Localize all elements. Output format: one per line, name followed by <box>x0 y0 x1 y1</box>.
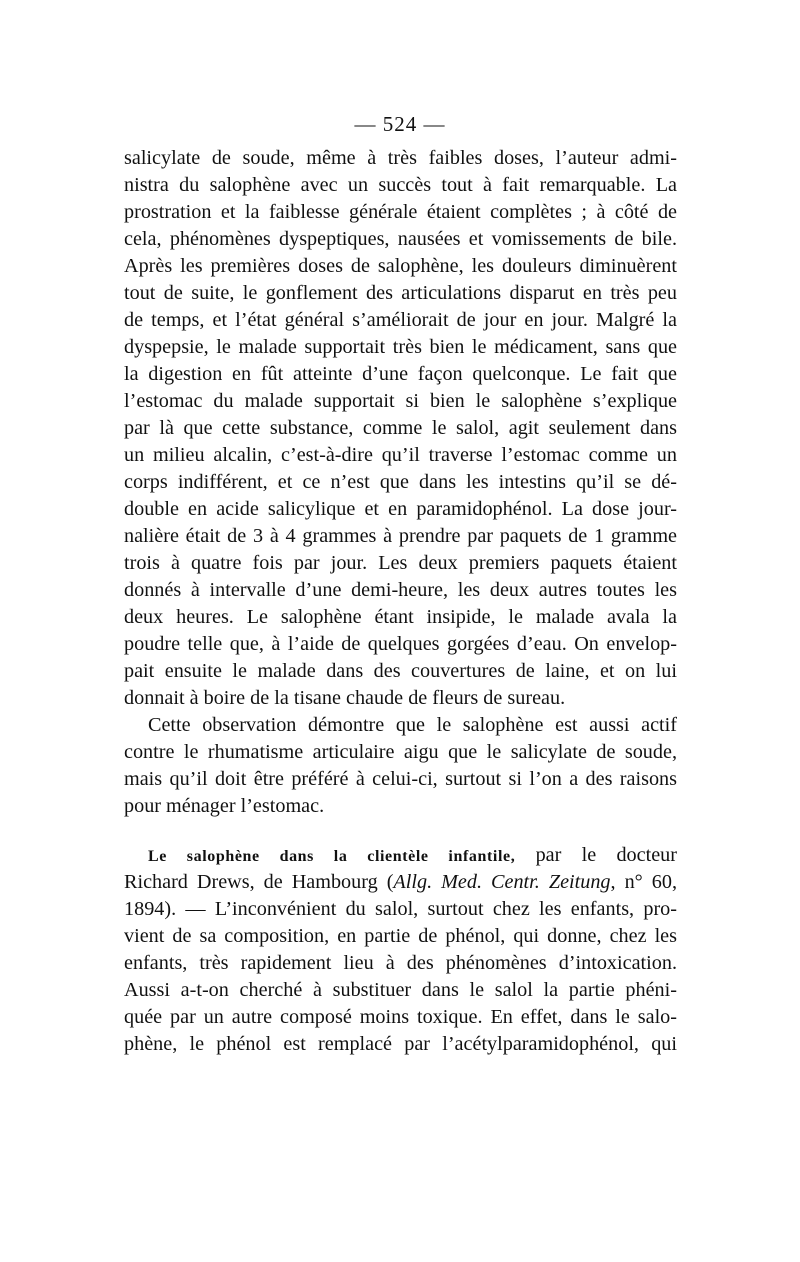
text-line: Cette observation démontre que le salophène est aussi actif <box>148 714 677 736</box>
text-line: enfants, très rapidement lieu à des phénomènes d’intoxication. <box>124 952 677 974</box>
journal-title: Allg. Med. Centr. Zeitung <box>393 871 611 893</box>
text-line: mais qu’il doit être préféré à celui-ci, surtout si l’on a des raisons <box>124 768 677 790</box>
text-line: tout de suite, le gonflement des articulations disparut en très peu <box>124 282 677 304</box>
text-line: double en acide salicylique et en paramidophénol. La dose jour- <box>124 498 677 520</box>
text-line: l’estomac du malade supportait si bien le salophène s’explique <box>124 390 677 412</box>
page-number: — 524 — <box>354 112 446 136</box>
text-line: par là que cette substance, comme le salol, agit seulement dans <box>124 417 677 439</box>
text-line: quée par un autre composé moins toxique. En effet, dans le salo- <box>124 1006 677 1028</box>
text-line: Après les premières doses de salophène, les douleurs diminuèrent <box>124 255 677 277</box>
text-line: un milieu alcalin, c’est-à-dire qu’il traverse l’estomac comme un <box>124 444 677 466</box>
section-heading: Le salophène dans la clientèle infantile, <box>148 848 516 865</box>
text-line: Aussi a-t-on cherché à substituer dans le salol la partie phéni- <box>124 979 677 1001</box>
text-line: nalière était de 3 à 4 grammes à prendre par paquets de 1 gramme <box>124 525 677 547</box>
text-line: 1894). — L’inconvénient du salol, surtout chez les enfants, pro- <box>124 898 677 920</box>
section-heading-line <box>148 840 677 870</box>
text-line: trois à quatre fois par jour. Les deux premiers paquets étaient <box>124 552 677 574</box>
text-line: nistra du salophène avec un succès tout à fait remarquable. La <box>124 174 677 196</box>
text-line: de temps, et l’état général s’améliorait de jour en jour. Malgré la <box>124 309 677 331</box>
text-line: phène, le phénol est remplacé par l’acétylparamidophénol, qui <box>124 1033 677 1055</box>
text-line: vient de sa composition, en partie de phénol, qui donne, chez les <box>124 925 677 947</box>
text-fragment: , n° 60, <box>610 871 677 893</box>
text-line: poudre telle que, à l’aide de quelques gorgées d’eau. On envelop- <box>124 633 677 655</box>
text-line: cela, phénomènes dyspeptiques, nausées et vomissements de bile. <box>124 228 677 250</box>
text-line: dyspepsie, le malade supportait très bien le médicament, sans que <box>124 336 677 358</box>
text-line: la digestion en fût atteinte d’une façon quelconque. Le fait que <box>124 363 677 385</box>
text-line: salicylate de soude, même à très faibles doses, l’auteur admi- <box>124 147 677 169</box>
text-fragment: Richard Drews, de Hambourg ( <box>124 871 394 893</box>
text-line: donnés à intervalle d’une demi-heure, les deux autres toutes les <box>124 579 677 601</box>
text-line: prostration et la faiblesse générale étaient complètes ; à côté de <box>124 201 677 223</box>
citation-line <box>124 867 677 897</box>
text-line: donnait à boire de la tisane chaude de fleurs de sureau. <box>124 687 566 709</box>
text-line: pour ménager l’estomac. <box>124 795 325 817</box>
text-line: pait ensuite le malade dans des couvertures de laine, et on lui <box>124 660 677 682</box>
text-line: contre le rhumatisme articulaire aigu que le salicylate de soude, <box>124 741 677 763</box>
text-line: deux heures. Le salophène étant insipide, le malade avala la <box>124 606 677 628</box>
text-fragment: par le docteur <box>515 844 677 866</box>
text-line: corps indifférent, et ce n’est que dans les intestins qu’il se dé- <box>124 471 677 493</box>
